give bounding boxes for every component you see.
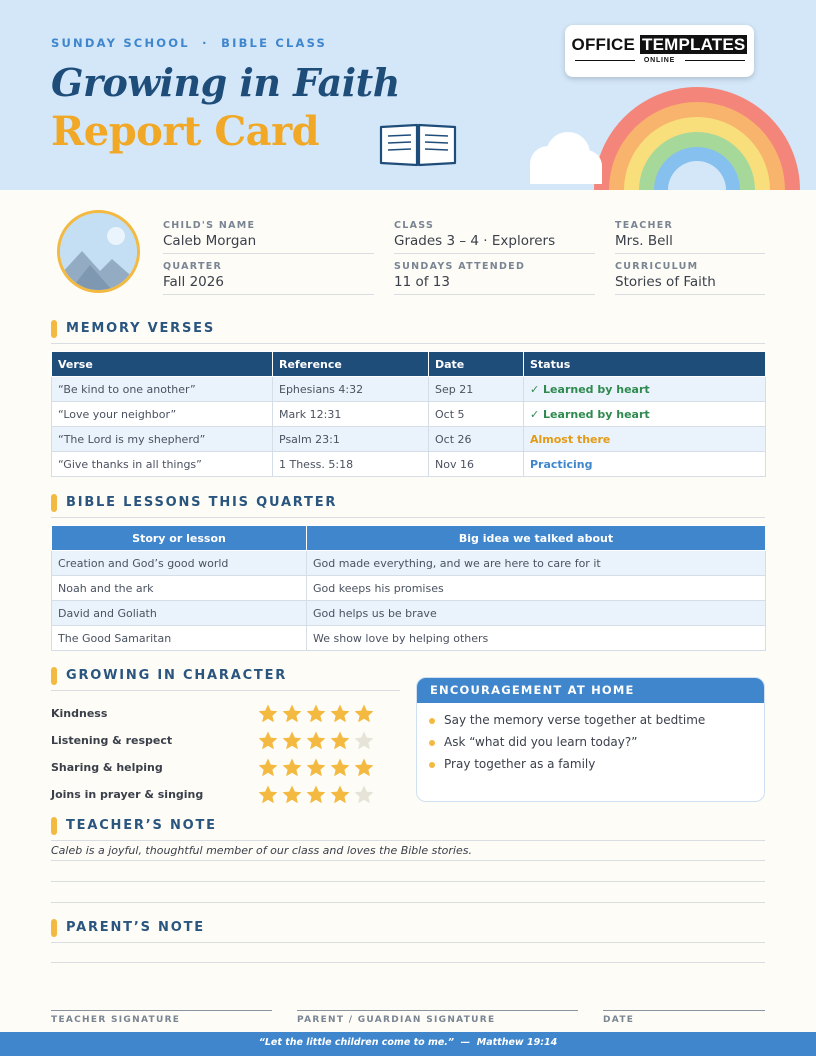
section-accent-bar [51,494,57,512]
encouragement-panel [416,677,765,802]
star-filled-icon [281,784,303,805]
class-value[interactable]: Grades 3 – 4 · Explorers [394,233,595,254]
date-cell[interactable]: Sep 21 [429,377,524,402]
star-filled-icon [281,757,303,778]
table-row [52,377,766,402]
quarter-value[interactable]: Fall 2026 [163,274,374,295]
reference-cell[interactable]: Psalm 23:1 [273,427,429,452]
section-divider [51,690,400,691]
publisher-logo [565,25,754,77]
child-name-value[interactable]: Caleb Morgan [163,233,374,254]
star-filled-icon [329,703,351,724]
star-filled-icon [329,757,351,778]
note-rule[interactable] [51,942,765,943]
encouragement-title: ENCOURAGEMENT AT HOME [417,678,764,703]
child-name-field [163,220,374,254]
image-placeholder-icon [60,213,137,290]
section-title: PARENT’S NOTE [66,920,205,935]
section-title: MEMORY VERSES [66,321,216,336]
star-filled-icon [305,703,327,724]
open-bible-icon [379,121,457,167]
cloud-decoration [526,128,606,184]
curriculum-field [615,261,765,295]
table-row [52,402,766,427]
section-title: TEACHER’S NOTE [66,818,217,833]
status-cell[interactable]: Almost there [524,427,766,452]
star-filled-icon [305,730,327,751]
logo-text-online: ONLINE [575,56,745,65]
column-header: Story or lesson [52,526,307,551]
table-row [52,626,766,651]
section-title: BIBLE LESSONS THIS QUARTER [66,495,338,510]
star-rating[interactable] [257,784,377,809]
date-signature-label: DATE [603,1015,635,1025]
star-filled-icon [353,757,375,778]
table-row [52,452,766,477]
idea-cell[interactable]: God keeps his promises [307,576,766,601]
section-accent-bar [51,320,57,338]
star-filled-icon [281,730,303,751]
star-filled-icon [257,703,279,724]
column-header: Verse [52,352,273,377]
column-header: Date [429,352,524,377]
table-row [52,427,766,452]
story-cell[interactable]: Creation and God’s good world [52,551,307,576]
child-name-label: CHILD'S NAME [163,220,256,231]
column-header: Big idea we talked about [307,526,766,551]
date-cell[interactable]: Oct 26 [429,427,524,452]
story-cell[interactable]: David and Goliath [52,601,307,626]
star-empty-icon [353,784,375,805]
footer-quote: “Let the little children come to me.” — Matthew 19:14 [258,1037,558,1048]
reference-cell[interactable]: Mark 12:31 [273,402,429,427]
story-cell[interactable]: The Good Samaritan [52,626,307,651]
verse-cell[interactable]: “Be kind to one another” [52,377,273,402]
reference-cell[interactable]: 1 Thess. 5:18 [273,452,429,477]
list-item[interactable]: Pray together as a family [429,757,764,779]
bible-lessons-table [51,525,766,651]
table-row [52,551,766,576]
curriculum-label: CURRICULUM [615,261,699,272]
section-divider [51,517,765,518]
verse-cell[interactable]: “Love your neighbor” [52,402,273,427]
verse-cell[interactable]: “Give thanks in all things” [52,452,273,477]
section-title: GROWING IN CHARACTER [66,668,288,683]
section-accent-bar [51,817,57,835]
idea-cell[interactable]: We show love by helping others [307,626,766,651]
list-item[interactable]: Ask “what did you learn today?” [429,735,764,757]
date-cell[interactable]: Nov 16 [429,452,524,477]
eyebrow-label: SUNDAY SCHOOL · BIBLE CLASS [51,36,328,50]
table-row [52,576,766,601]
story-cell[interactable]: Noah and the ark [52,576,307,601]
teacher-value[interactable]: Mrs. Bell [615,233,765,254]
status-cell[interactable]: Practicing [524,452,766,477]
trait-label: Joins in prayer & singing [51,788,204,801]
table-row [52,601,766,626]
curriculum-value[interactable]: Stories of Faith [615,274,765,295]
page-subtitle: Report Card [51,108,320,155]
teacher-note-text[interactable]: Caleb is a joyful, thoughtful member of our class and loves the Bible stories. [51,844,472,857]
attendance-value[interactable]: 11 of 13 [394,274,595,295]
verse-cell[interactable]: “The Lord is my shepherd” [52,427,273,452]
attendance-field [394,261,595,295]
rainbow-decoration [594,87,800,190]
idea-cell[interactable]: God made everything, and we are here to care for it [307,551,766,576]
parent-signature-label: PARENT / GUARDIAN SIGNATURE [297,1015,496,1025]
column-header: Reference [273,352,429,377]
logo-text-office: OFFICE [571,35,636,54]
note-rule [51,860,765,861]
class-field [394,220,595,254]
star-filled-icon [329,730,351,751]
logo-text-templates: TEMPLATES [641,35,746,54]
note-rule[interactable] [51,962,765,963]
footer-quote-bar [0,1032,816,1056]
star-rating[interactable] [257,703,377,728]
star-filled-icon [329,784,351,805]
parent-signature-line[interactable] [297,1010,578,1011]
note-rule [51,902,765,903]
star-filled-icon [257,757,279,778]
star-filled-icon [257,784,279,805]
trait-label: Kindness [51,707,108,720]
teacher-signature-line[interactable] [51,1010,272,1011]
section-accent-bar [51,667,57,685]
avatar-photo-placeholder[interactable] [57,210,140,293]
teacher-signature-label: TEACHER SIGNATURE [51,1015,181,1025]
teacher-field [615,220,765,254]
section-divider [51,343,765,344]
memory-verses-table [51,351,766,477]
star-filled-icon [257,730,279,751]
section-accent-bar [51,919,57,937]
list-item[interactable]: Say the memory verse together at bedtime [429,713,764,735]
date-cell[interactable]: Oct 5 [429,402,524,427]
date-signature-line[interactable] [603,1010,765,1011]
table-header-row [52,352,766,377]
note-rule [51,840,765,841]
page-title: Growing in Faith [51,60,400,105]
column-header: Status [524,352,766,377]
table-header-row [52,526,766,551]
teacher-label: TEACHER [615,220,674,231]
quarter-field [163,261,374,295]
star-filled-icon [353,703,375,724]
star-filled-icon [305,784,327,805]
status-cell[interactable]: ✓ Learned by heart [524,402,766,427]
class-label: CLASS [394,220,435,231]
attendance-label: SUNDAYS ATTENDED [394,261,526,272]
star-rating[interactable] [257,757,377,782]
star-filled-icon [281,703,303,724]
encouragement-list [417,703,764,779]
trait-label: Sharing & helping [51,761,163,774]
note-rule [51,881,765,882]
star-empty-icon [353,730,375,751]
reference-cell[interactable]: Ephesians 4:32 [273,377,429,402]
star-rating[interactable] [257,730,377,755]
status-cell[interactable]: ✓ Learned by heart [524,377,766,402]
trait-label: Listening & respect [51,734,173,747]
idea-cell[interactable]: God helps us be brave [307,601,766,626]
star-filled-icon [305,757,327,778]
quarter-label: QUARTER [163,261,223,272]
